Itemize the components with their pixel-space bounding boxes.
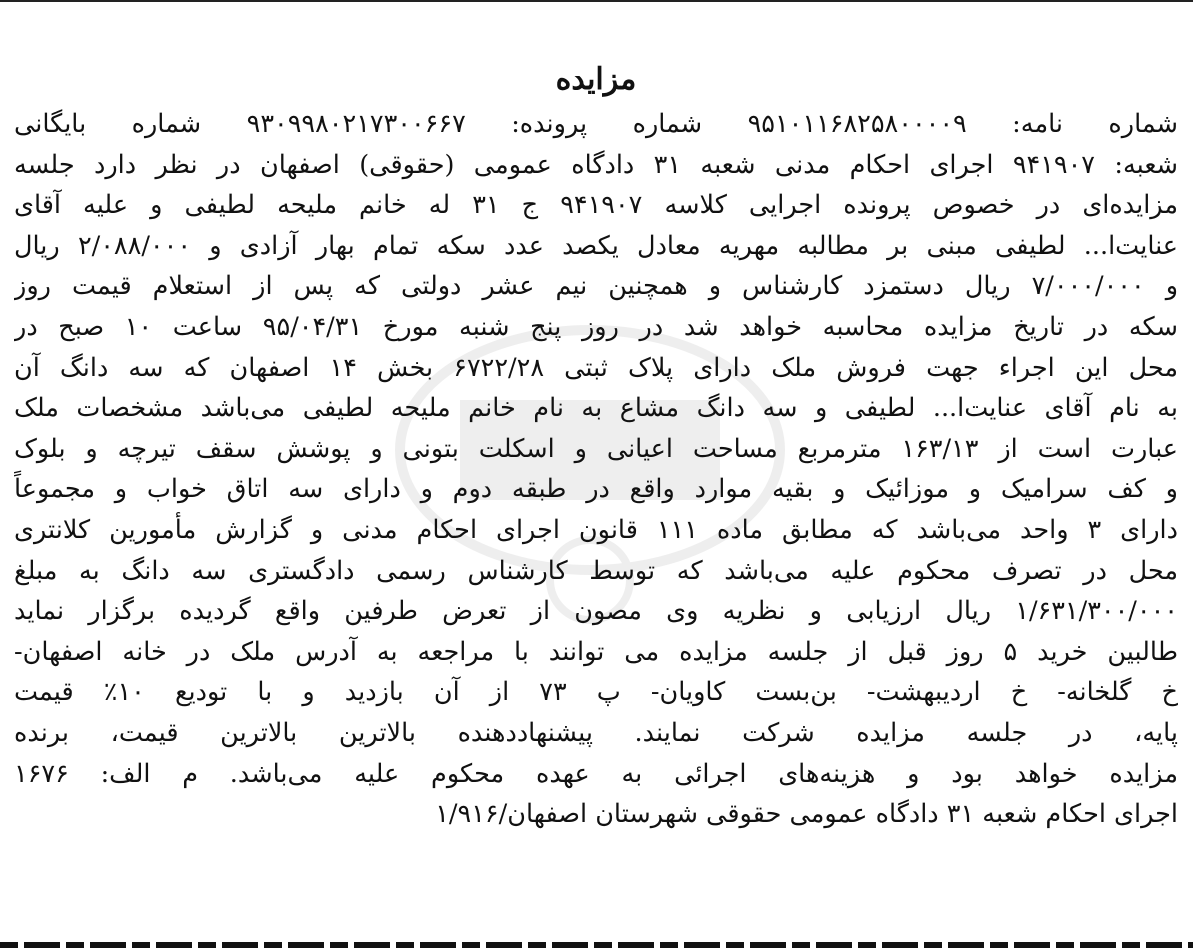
notice-line-7: محل این اجراء جهت فروش ملک دارای پلاک ثبتی ۶۷۲۲/۲۸ بخش ۱۴ اصفهان که سه دانگ آن xyxy=(14,352,1178,383)
notice-line-11: دارای ۳ واحد می‌باشد که مطابق ماده ۱۱۱ قانون اجرای احکام مدنی و گزارش مأمورین کلانتری xyxy=(14,514,1178,545)
notice-title: مزایده xyxy=(555,62,637,97)
top-border-rule xyxy=(0,0,1193,2)
notice-line-17: مزایده خواهد بود و هزینه‌های اجرائی به عهده محکوم علیه می‌باشد. م الف: ۱۶۷۶ xyxy=(14,758,1178,789)
notice-line-9: عبارت است از ۱۶۳/۱۳ مترمربع مساحت اعیانی و اسکلت بتونی و پوشش سقف تیرچه و بلوک xyxy=(14,433,1178,464)
notice-line-18: اجرای احکام شعبه ۳۱ دادگاه عمومی حقوقی شهرستان اصفهان/۱/۹۱۶ xyxy=(435,799,1178,830)
auction-notice xyxy=(14,58,1178,835)
notice-line-16: پایه، در جلسه مزایده شرکت نمایند. پیشنهاددهنده بالاترین بالاترین قیمت، برنده xyxy=(14,717,1178,748)
cut-off-next-line xyxy=(0,936,1193,948)
notice-line-15: خ گلخانه- خ اردیبهشت- بن‌بست کاویان- پ ۷۳ از آن بازدید و با تودیع ۱۰٪ قیمت xyxy=(14,677,1178,708)
notice-line-5: و ۷/۰۰۰/۰۰۰ ریال دستمزد کارشناس و همچنین نیم عشر دولتی که پس از استعلام قیمت روز xyxy=(14,271,1178,302)
notice-line-6: سکه در تاریخ مزایده محاسبه خواهد شد در روز پنج شنبه مورخ ۹۵/۰۴/۳۱ ساعت ۱۰ صبح در xyxy=(14,311,1178,342)
notice-line-13: ۱/۶۳۱/۳۰۰/۰۰۰ ریال ارزیابی و نظریه وی مصون از تعرض طرفین واقع گردیده برگزار نماید xyxy=(14,596,1178,627)
notice-line-12: محل در تصرف محکوم علیه می‌باشد که توسط کارشناس رسمی دادگستری سه دانگ به مبلغ xyxy=(14,555,1178,586)
notice-line-14: طالبین خرید ۵ روز قبل از جلسه مزایده می توانند با مراجعه به آدرس ملک در خانه اصفهان- xyxy=(14,636,1178,667)
notice-line-2: شعبه: ۹۴۱۹۰۷ اجرای احکام مدنی شعبه ۳۱ دادگاه عمومی (حقوقی) اصفهان در نظر دارد جلسه xyxy=(14,149,1178,180)
notice-line-4: عنایت‌ا... لطیفی مبنی بر مطالبه مهریه معادل یکصد عدد سکه تمام بهار آزادی و ۲/۰۸۸/۰۰۰ ریال xyxy=(14,230,1178,261)
notice-line-8: به نام آقای عنایت‌ا... لطیفی و سه دانگ مشاع به نام خانم ملیحه لطیفی می‌باشد مشخصات ملک xyxy=(14,393,1178,424)
notice-line-3: مزایده‌ای در خصوص پرونده اجرایی کلاسه ۹۴۱۹۰۷ ج ۳۱ له خانم ملیحه لطیفی و علیه آقای xyxy=(14,190,1178,221)
notice-line-1: شماره نامه: ۹۵۱۰۱۱۶۸۲۵۸۰۰۰۰۹ شماره پرونده: ۹۳۰۹۹۸۰۲۱۷۳۰۰۶۶۷ شماره بایگانی xyxy=(14,109,1178,139)
notice-line-10: و کف سرامیک و موزائیک و بقیه موارد واقع در طبقه دوم و دارای سه اتاق خواب و مجموعاً xyxy=(14,474,1178,505)
